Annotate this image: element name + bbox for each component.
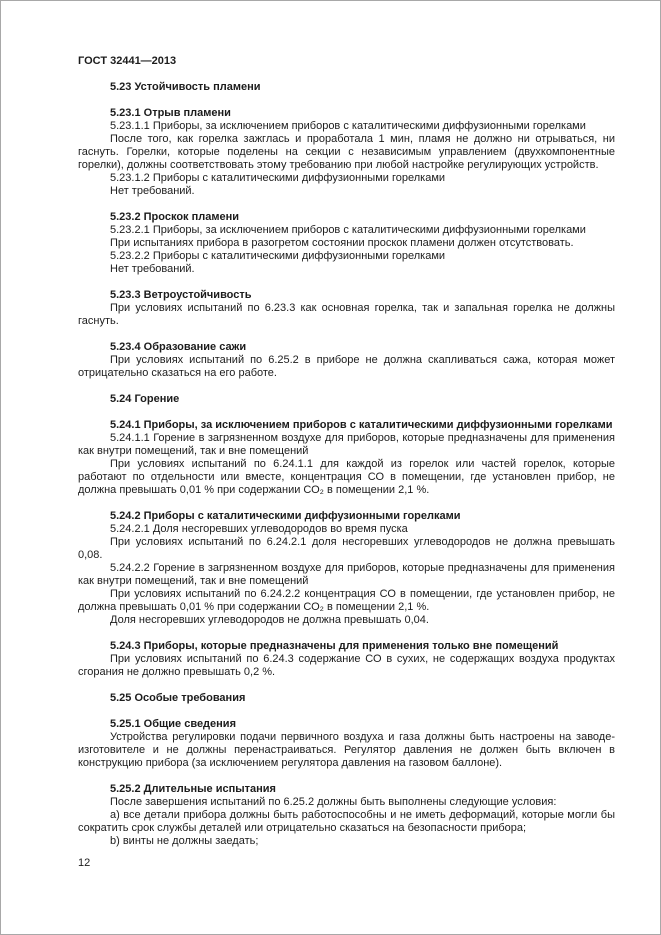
paragraph: Нет требований.	[110, 263, 195, 275]
heading-5-25: 5.25 Особые требования	[110, 692, 246, 704]
heading-5-25-2: 5.25.2 Длительные испытания	[110, 783, 276, 795]
paragraph: При условиях испытаний по 6.24.3 содержание СО в сухих, не содержащих воздуха продуктах сгорания не должно превышать 0,2 %.	[78, 653, 615, 678]
heading-5-24-2: 5.24.2 Приборы с каталитическими диффузионными горелками	[110, 510, 461, 522]
paragraph: Устройства регулировки подачи первичного воздуха и газа должны быть настроены на заводе-изготовителе и не должны перенастраиваться. Регулятор давления не должен быть включен в конструкцию прибора (за исключением регулятора давления на газовом баллоне).	[78, 731, 615, 769]
paragraph: После завершения испытаний по 6.25.2 должны быть выполнены следующие условия:	[110, 796, 557, 808]
paragraph: 5.24.2.2 Горение в загрязненном воздухе для приборов, которые предназначены для применения как внутри помещений, так и вне помещений	[78, 562, 615, 587]
page-number: 12	[78, 857, 91, 869]
paragraph: b) винты не должны заедать;	[110, 835, 259, 847]
doc-header: ГОСТ 32441—2013	[78, 55, 177, 67]
paragraph: 5.24.2.1 Доля несгоревших углеводородов во время пуска	[110, 523, 408, 535]
heading-5-23-3: 5.23.3 Ветроустойчивость	[110, 289, 252, 301]
paragraph: Доля несгоревших углеводородов не должна превышать 0,04.	[110, 614, 429, 626]
paragraph: При условиях испытаний по 6.23.3 как основная горелка, так и запальная горелка не должны гаснуть.	[78, 302, 615, 327]
paragraph: 5.23.1.2 Приборы с каталитическими диффузионными горелками	[110, 172, 446, 184]
paragraph: Нет требований.	[110, 185, 195, 197]
paragraph: 5.23.1.1 Приборы, за исключением приборов с каталитическими диффузионными горелками	[110, 120, 586, 132]
paragraph: a) все детали прибора должны быть работоспособны и не иметь деформаций, которые могли бы сократить срок службы деталей или отрицательно сказаться на безопасности прибора;	[78, 809, 615, 834]
heading-5-23-2: 5.23.2 Проскок пламени	[110, 211, 240, 223]
heading-5-23-1: 5.23.1 Отрыв пламени	[110, 107, 231, 119]
paragraph: 5.24.1.1 Горение в загрязненном воздухе для приборов, которые предназначены для применения как внутри помещений, так и вне помещений	[78, 432, 615, 457]
heading-5-24-3: 5.24.3 Приборы, которые предназначены для применения только вне помещений	[110, 640, 559, 652]
heading-5-24-1: 5.24.1 Приборы, за исключением приборов с каталитическими диффузионными горелками	[110, 419, 613, 431]
paragraph: После того, как горелка зажглась и проработала 1 мин, пламя не должно ни отрываться, ни гаснуть. Горелки, которые поделены на секции с независимым управлением (двухкомпонентные горелки), должны соответствовать этому требованию при любой настройке регулирующих устройств.	[78, 133, 615, 171]
paragraph: При условиях испытаний по 6.24.2.2 концентрация СО в помещении, где установлен прибор, не должна превышать 0,01 % при содержании СО₂ в помещении 2,1 %.	[78, 588, 615, 613]
paragraph: При условиях испытаний по 6.25.2 в приборе не должна скапливаться сажа, которая может отрицательно сказаться на его работе.	[78, 354, 615, 379]
heading-5-24: 5.24 Горение	[110, 393, 180, 405]
paragraph: При условиях испытаний по 6.24.1.1 для каждой из горелок или частей горелок, которые работают по отдельности или вместе, концентрация СО в помещении, где установлен прибор, не должна превышать 0,01 % при содержании СО₂ в помещении 2,1 %.	[78, 458, 615, 496]
paragraph: При условиях испытаний по 6.24.2.1 доля несгоревших углеводородов не должна превышать 0,08.	[78, 536, 615, 561]
heading-5-25-1: 5.25.1 Общие сведения	[110, 718, 236, 730]
heading-5-23-4: 5.23.4 Образование сажи	[110, 341, 247, 353]
paragraph: При испытаниях прибора в разогретом состоянии проскок пламени должен отсутствовать.	[110, 237, 574, 249]
paragraph: 5.23.2.2 Приборы с каталитическими диффузионными горелками	[110, 250, 446, 262]
paragraph: 5.23.2.1 Приборы, за исключением приборов с каталитическими диффузионными горелками	[110, 224, 586, 236]
heading-5-23: 5.23 Устойчивость пламени	[110, 81, 261, 93]
